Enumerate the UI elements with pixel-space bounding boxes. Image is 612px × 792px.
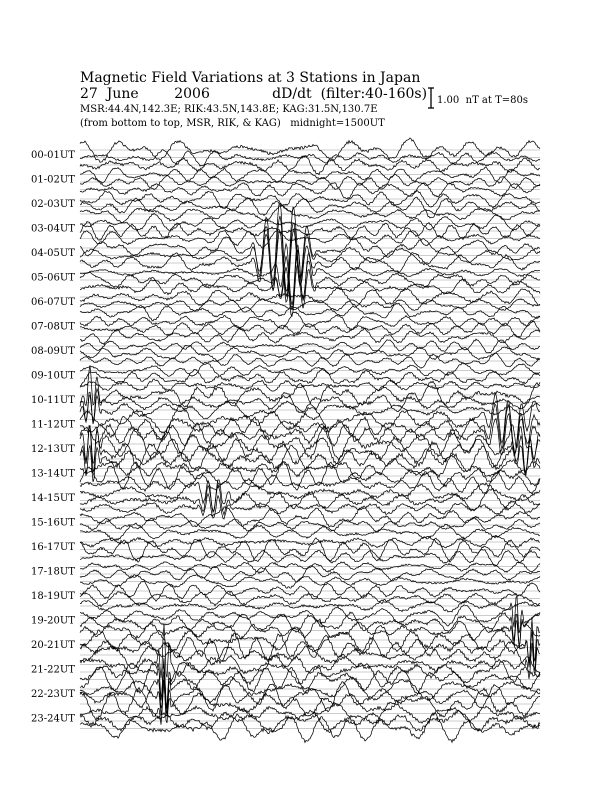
- station-trace-msr: [80, 550, 540, 567]
- hour-label: 15-16UT: [31, 517, 75, 529]
- hour-label: 00-01UT: [31, 150, 75, 161]
- hour-label: 02-03UT: [31, 199, 75, 210]
- chart-subtitle: 27 June 2006 dD/dt (filter:40-160s): [80, 86, 428, 102]
- scale-bar-label: 1.00 nT at T=80s: [437, 95, 528, 106]
- station-trace-msr: [80, 523, 540, 541]
- hour-label: 01-02UT: [31, 174, 75, 186]
- hour-label: 17-18UT: [31, 566, 75, 578]
- station-coordinates: MSR:44.4N,142.3E; RIK:43.5N,143.8E; KAG:31.5N,130.7E: [80, 104, 378, 115]
- hour-label: 19-20UT: [31, 615, 75, 627]
- hour-label: 22-23UT: [31, 689, 75, 700]
- hour-label: 18-19UT: [31, 591, 75, 602]
- station-trace-rik: [80, 404, 540, 452]
- hour-label: 13-14UT: [31, 468, 75, 480]
- chart-title: Magnetic Field Variations at 3 Stations in Japan: [80, 70, 421, 86]
- station-trace-kag: [80, 167, 540, 183]
- station-trace-msr: [80, 183, 540, 199]
- station-trace-rik: [80, 538, 540, 562]
- hour-label: 06-07UT: [31, 297, 75, 308]
- hour-label: 20-21UT: [31, 640, 75, 651]
- station-trace-msr: [80, 265, 540, 317]
- hour-label: 23-24UT: [31, 713, 75, 725]
- station-trace-rik: [80, 658, 540, 708]
- station-trace-kag: [80, 596, 540, 633]
- hour-labels: [31, 150, 75, 725]
- hour-label: 16-17UT: [31, 542, 75, 553]
- hour-label: 11-12UT: [31, 419, 75, 431]
- station-trace-kag: [80, 191, 540, 209]
- hour-label: 12-13UT: [31, 444, 75, 455]
- hour-label: 08-09UT: [31, 346, 75, 357]
- station-trace-kag: [80, 213, 540, 231]
- station-trace-rik: [80, 591, 540, 607]
- station-trace-msr: [80, 327, 540, 344]
- station-trace-kag: [80, 362, 540, 376]
- station-trace-rik: [80, 299, 540, 312]
- hour-label: 05-06UT: [31, 272, 75, 284]
- station-trace-rik: [80, 197, 540, 218]
- station-trace-kag: [80, 672, 540, 716]
- hour-label: 21-22UT: [31, 664, 75, 676]
- station-trace-rik: [80, 484, 540, 515]
- station-trace-msr: [80, 663, 540, 710]
- hour-label: 07-08UT: [31, 321, 75, 333]
- hour-label: 10-11UT: [31, 395, 75, 406]
- station-trace-msr: [80, 379, 540, 391]
- hour-label: 09-10UT: [31, 370, 75, 382]
- station-trace-kag: [80, 562, 540, 574]
- station-trace-kag: [80, 366, 540, 410]
- traces: [80, 138, 540, 743]
- hour-label: 04-05UT: [31, 248, 75, 259]
- station-order-note: (from bottom to top, MSR, RIK, & KAG) midnight=1500UT: [80, 118, 385, 129]
- hour-label: 03-04UT: [31, 223, 75, 235]
- station-trace-kag: [80, 506, 540, 527]
- scale-bar: [428, 88, 434, 108]
- hour-label: 14-15UT: [31, 493, 75, 504]
- station-trace-msr: [80, 713, 540, 743]
